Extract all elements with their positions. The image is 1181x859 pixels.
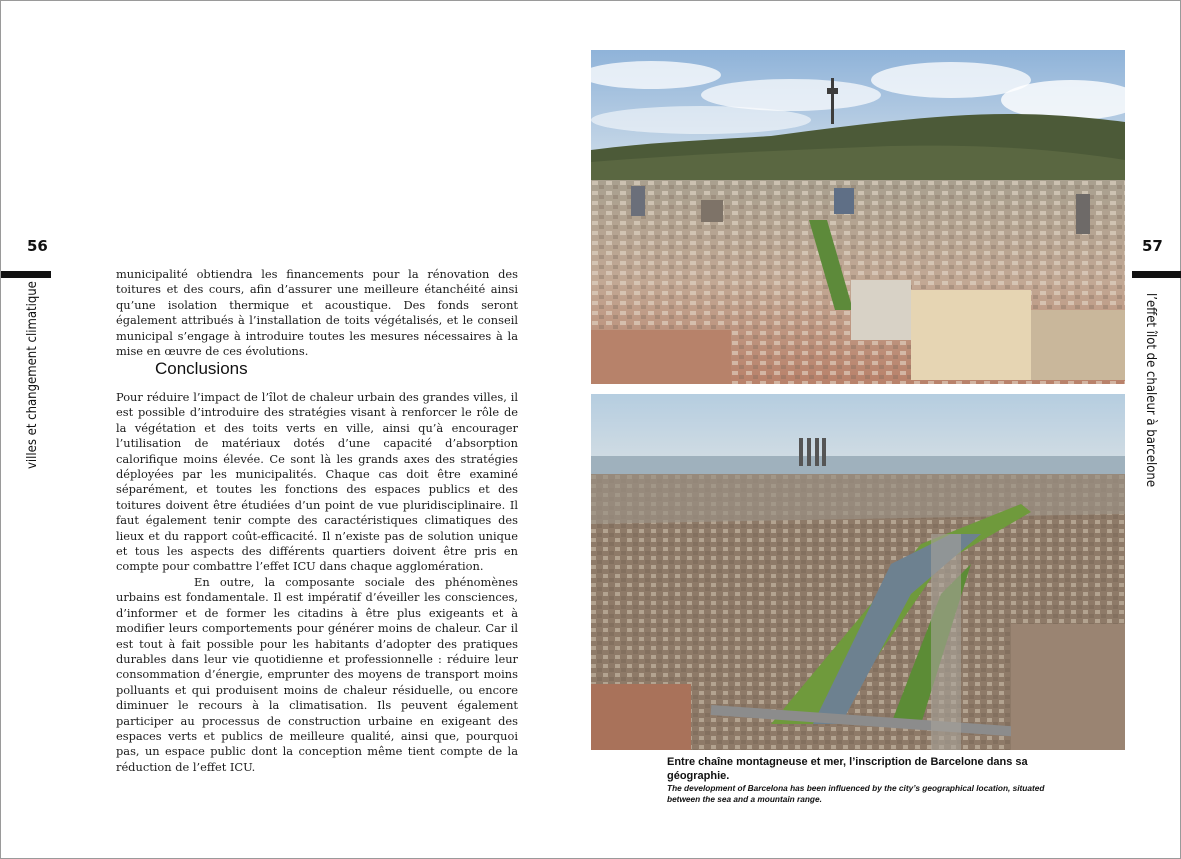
- figure-caption: [667, 755, 1067, 805]
- left-page-number: 56: [27, 237, 48, 255]
- paragraph-2-text: Pour réduire l’impact de l’îlot de chaleur urbain des grandes villes, il est possible d’introduire des stratégies visant à renforcer le rôle de la végétation et des toits verts en ville, ainsi qu’à encourager l’utilisation de matériaux dotés d’une capacité d’absorption calorifique moins élevée. Ce sont là les grands axes des stratégies déployées par les municipalités. Chaque cas doit être examiné séparément, et toutes les fonctions des espaces publics et des toitures doivent être étudiées d’un point de vue pluridisciplinaire. Il faut également tenir compte des caractéristiques climatiques des lieux et du rapport coût-efficacité. Il n’existe pas de solution unique et tous les aspects des différents quartiers doivent être pris en compte pour combattre l’effet ICU dans chaque agglomération.: [116, 390, 518, 574]
- paragraph-1-text: municipalité obtiendra les financements pour la rénovation des toitures et des cours, afin d’assurer une meilleure étanchéité ainsi qu’une isolation thermique et acoustique. Des fonds seront également attribués à l’installation de toits végétalisés, et le conseil municipal s’engage à introduire toutes les mesures nécessaires à la mise en œuvre de ces évolutions.: [116, 267, 518, 359]
- right-running-title: l’effet îlot de chaleur à barcelone: [1143, 293, 1158, 488]
- left-running-title: villes et changement climatique: [25, 281, 40, 469]
- section-heading-conclusions: Conclusions: [155, 359, 248, 378]
- right-page-tab-bar: [1132, 271, 1181, 278]
- body-paragraph-1: [116, 267, 518, 359]
- caption-french: Entre chaîne montagneuse et mer, l’inscription de Barcelone dans sa géographie.: [667, 756, 1028, 782]
- paragraph-3-text: En outre, la composante sociale des phénomènes urbains est fondamentale. Il est impératif d’éveiller les consciences, d’informer et de former les citadins à être plus exigeants et à modifier leurs comportements pour générer moins de chaleur. Car il est tout à fait possible pour les habitants d’adopter des pratiques durables dans leur vie quotidienne et professionnelle : réduire leur consommation d’énergie, emprunter des moyens de transport moins polluants et qui produisent moins de chaleur résiduelle, ou encore diminuer le recours à la climatisation. Ils peuvent également participer au processus de construction urbaine en exigeant des espaces verts et publics de meilleure qualité, ainsi que, pourquoi pas, un espace public dont la conception même tient compte de la réduction de l’effet ICU.: [116, 574, 518, 774]
- right-page-number: 57: [1142, 237, 1163, 255]
- left-page-tab-bar: [1, 271, 51, 278]
- barcelona-river-aerial-photo: [591, 394, 1125, 750]
- barcelona-panorama-photo: [591, 50, 1125, 384]
- body-paragraphs-conclusions: [116, 390, 518, 775]
- caption-english: The development of Barcelona has been influenced by the city’s geographical location, situated between the sea and a mountain range.: [667, 783, 1045, 804]
